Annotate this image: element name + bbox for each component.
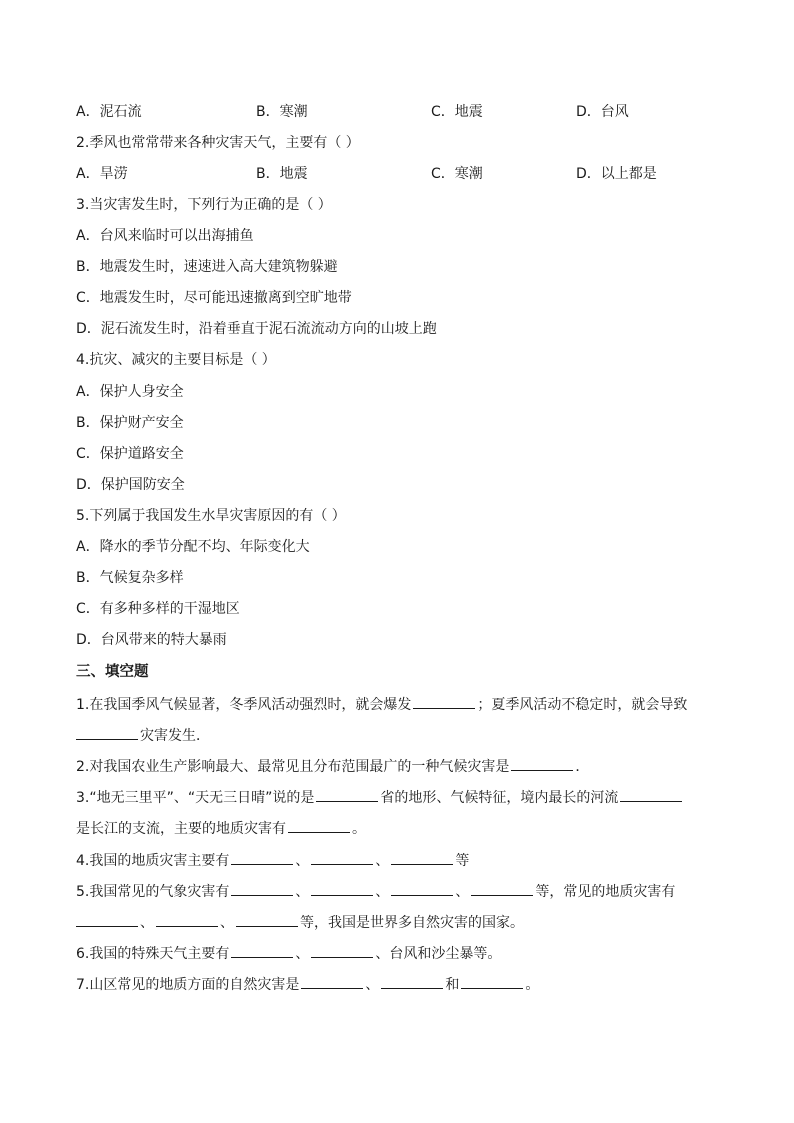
fill-5-text-c: 等，我国是世界多自然灾害的国家。: [300, 915, 524, 931]
q3-option-d: D．泥石流发生时，沿着垂直于泥石流流动方向的山坡上跑: [76, 321, 437, 337]
answer-blank[interactable]: [511, 756, 573, 771]
answer-blank[interactable]: [76, 725, 138, 740]
answer-blank[interactable]: [311, 850, 373, 865]
answer-blank[interactable]: [311, 943, 373, 958]
fill-5-line-1: [76, 881, 675, 902]
answer-blank[interactable]: [288, 818, 350, 833]
fill-3-text-a: 3.“地无三里平”、“天无三日晴”说的是: [76, 790, 315, 806]
q5-stem: 5.下列属于我国发生水旱灾害原因的有（ ）: [76, 508, 346, 524]
fill-4-line: [76, 850, 469, 871]
q4-stem: 4.抗灾、减灾的主要目标是（ ）: [76, 352, 276, 368]
answer-blank[interactable]: [391, 850, 453, 865]
answer-blank[interactable]: [316, 787, 378, 802]
fill-1-line-1: [76, 694, 687, 715]
answer-blank[interactable]: [461, 974, 523, 989]
answer-blank[interactable]: [620, 787, 682, 802]
fill-2-text-b: ．: [575, 759, 590, 775]
fill-3-text-b: 省的地形、气候特征，境内最长的河流: [380, 790, 619, 806]
q2-option-a: A．旱涝: [76, 166, 128, 182]
q5-option-a: A．降水的季节分配不均、年际变化大: [76, 539, 310, 555]
answer-blank[interactable]: [301, 974, 363, 989]
answer-blank[interactable]: [156, 912, 218, 927]
q3-stem: 3.当灾害发生时，下列行为正确的是（ ）: [76, 197, 332, 213]
q3-option-b: B．地震发生时，速速进入高大建筑物躲避: [76, 259, 338, 275]
answer-blank[interactable]: [311, 881, 373, 896]
q2-option-b: B．地震: [256, 166, 308, 182]
fill-4-text-end: 等: [455, 853, 470, 869]
fill-2-text-a: 2.对我国农业生产影响最大、最常见且分布范围最广的一种气候灾害是: [76, 759, 510, 775]
q3-option-a: A．台风来临时可以出海捕鱼: [76, 228, 254, 244]
q1-option-a: A．泥石流: [76, 104, 142, 120]
q2-options: [76, 164, 716, 184]
fill-3-text-d: 。: [352, 821, 366, 837]
fill-3-line-1: [76, 787, 684, 808]
answer-blank[interactable]: [231, 850, 293, 865]
separator: 、: [140, 915, 154, 931]
fill-1-line-2: [76, 725, 210, 746]
q5-option-c: C．有多种多样的干湿地区: [76, 601, 240, 617]
answer-blank[interactable]: [391, 881, 453, 896]
conjunction: 和: [445, 977, 460, 993]
separator: 、: [375, 884, 390, 900]
q1-option-d: D．台风: [576, 104, 629, 120]
q1-options: [76, 102, 716, 122]
q4-option-a: A．保护人身安全: [76, 384, 184, 400]
fill-1-text-a: 1.在我国季风气候显著，冬季风活动强烈时，就会爆发: [76, 697, 412, 713]
q4-option-b: B．保护财产安全: [76, 415, 184, 431]
separator: 、: [295, 884, 310, 900]
answer-blank[interactable]: [231, 943, 293, 958]
fill-6-text-b: 、台风和沙尘暴等。: [375, 946, 502, 962]
fill-3-text-c: 是长江的支流，主要的地质灾害有: [76, 821, 286, 837]
q5-option-b: B．气候复杂多样: [76, 570, 184, 586]
separator: 、: [220, 915, 234, 931]
separator: 、: [295, 853, 310, 869]
separator: 、: [455, 884, 470, 900]
separator: 、: [365, 977, 380, 993]
fill-7-line: [76, 974, 539, 995]
q1-option-b: B．寒潮: [256, 104, 308, 120]
q2-option-c: C．寒潮: [431, 166, 483, 182]
answer-blank[interactable]: [236, 912, 298, 927]
fill-7-text-a: 7.山区常见的地质方面的自然灾害是: [76, 977, 300, 993]
fill-6-text-a: 6.我国的特殊天气主要有: [76, 946, 230, 962]
answer-blank[interactable]: [471, 881, 533, 896]
q4-option-c: C．保护道路安全: [76, 446, 184, 462]
answer-blank[interactable]: [413, 694, 475, 709]
fill-1-text-b: ；夏季风活动不稳定时，就会导致: [477, 697, 688, 713]
section-heading: 三、填空题: [76, 664, 149, 680]
q4-option-d: D．保护国防安全: [76, 477, 185, 493]
q1-option-c: C．地震: [431, 104, 483, 120]
fill-5-text-b: 等，常见的地质灾害有: [535, 884, 676, 900]
answer-blank[interactable]: [76, 912, 138, 927]
fill-2-line: [76, 756, 589, 777]
fill-5-text-a: 5.我国常见的气象灾害有: [76, 884, 230, 900]
fill-1-text-c: 灾害发生．: [140, 728, 210, 744]
q5-option-d: D．台风带来的特大暴雨: [76, 632, 227, 648]
q3-option-c: C．地震发生时，尽可能迅速撤离到空旷地带: [76, 290, 352, 306]
fill-3-line-2: [76, 818, 366, 839]
fill-7-text-end: 。: [525, 977, 540, 993]
fill-6-line: [76, 943, 501, 964]
q2-option-d: D．以上都是: [576, 166, 657, 182]
separator: 、: [295, 946, 310, 962]
q2-stem: 2.季风也常常带来各种灾害天气，主要有（ ）: [76, 135, 360, 151]
answer-blank[interactable]: [381, 974, 443, 989]
separator: 、: [375, 853, 390, 869]
answer-blank[interactable]: [231, 881, 293, 896]
fill-5-line-2: [76, 912, 524, 933]
fill-4-text-a: 4.我国的地质灾害主要有: [76, 853, 230, 869]
